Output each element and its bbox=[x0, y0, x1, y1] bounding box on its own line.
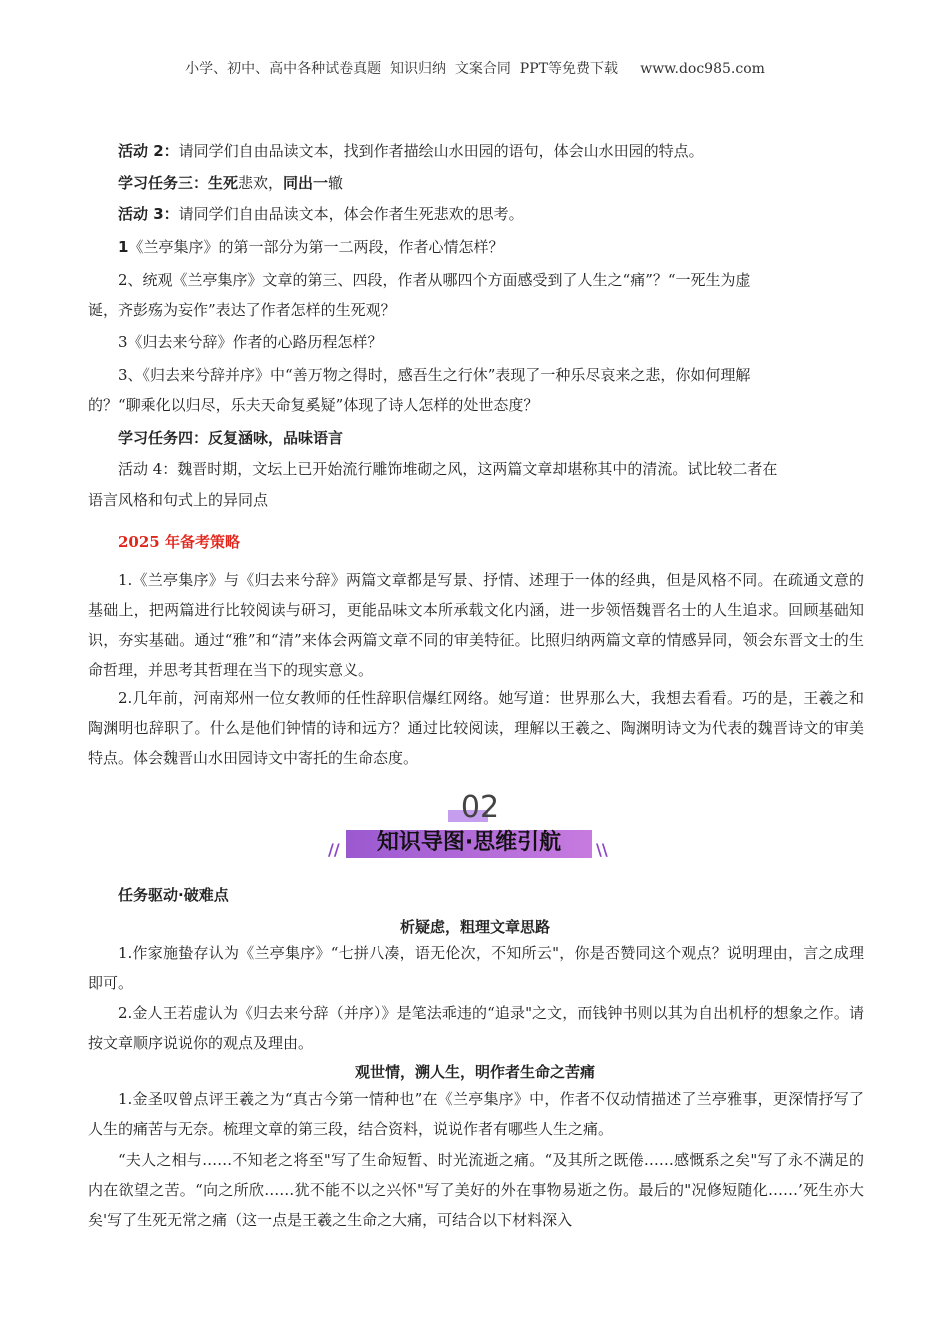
slash-decoration-right: \\ bbox=[596, 840, 608, 859]
activity-3: 活动 3：请同学们自由品读文本，体会作者生死悲欢的思考。 bbox=[118, 205, 524, 223]
subheading-1: 析疑虑，粗理文章思路 bbox=[399, 918, 550, 936]
activity-2-text: 请同学们自由品读文本，找到作者描绘山水田园的语句，体会山水田园的特点。 bbox=[178, 142, 704, 160]
activity-4-line-1: 活动 4：魏晋时期，文坛上已开始流行雕饰堆砌之风，这两篇文章却堪称其中的清流。试比较二者在 bbox=[118, 460, 778, 478]
section1-paragraph-2: 2.金人王若虚认为《归去来兮辞（并序）》是笔法乖违的“追录"之文，而钱钟书则以其为自出机杼的想象之作。请按文章顺序说说你的观点及理由。 bbox=[88, 1004, 864, 1052]
section-number: 02 bbox=[460, 790, 500, 825]
section2-paragraph-1: 1.金圣叹曾点评王羲之为“真古今第一情种也”在《兰亭集序》中，作者不仅动情描述了兰亭雅事，更深情抒写了人生的痛苦与无奈。梳理文章的第三段，结合资料，说说作者有哪些人生之痛。 bbox=[88, 1090, 864, 1138]
question-2-line-2: 诞，齐彭殇为妄作”表达了作者怎样的生死观？ bbox=[88, 301, 396, 319]
question-2-line-1: 2、统观《兰亭集序》文章的第三、四段，作者从哪四个方面感受到了人生之“痛”？“一死生为虚 bbox=[118, 271, 751, 289]
subheading-2: 观世情，溯人生，明作者生命之苦痛 bbox=[354, 1063, 595, 1081]
question-4-line-1: 3、《归去来兮辞并序》中“善万物之得时，感吾生之行休”表现了一种乐尽哀来之悲，你如何理解 bbox=[118, 366, 751, 384]
section-title: 知识导图·思维引航 bbox=[376, 830, 562, 855]
strategy-title: 2025 年备考策略 bbox=[118, 533, 240, 551]
task-3-heading: 学习任务三：生死悲欢，同出一辙 bbox=[118, 174, 344, 192]
question-1: 1《兰亭集序》的第一部分为第一二两段，作者心情怎样？ bbox=[118, 238, 504, 256]
activity-2 bbox=[88, 138, 864, 164]
task-drive-heading: 任务驱动·破难点 bbox=[118, 886, 229, 904]
slash-decoration-left: // bbox=[328, 840, 340, 859]
activity-2-label: 活动 2： bbox=[118, 142, 179, 160]
question-3: 3《归去来兮辞》作者的心路历程怎样？ bbox=[118, 333, 383, 351]
section2-paragraph-2: “夫人之相与……不知老之将至"写了生命短暂、时光流逝之痛。“及其所之既倦……感慨系之矣"写了永不满足的内在欲望之苦。“向之所欣……犹不能不以之兴怀"写了美好的外在事物易逝之伤。最后的"况修短随化……’死生亦大矣'写了生死无常之痛（这一点是王羲之生命之大痛，可结合以下材料深入 bbox=[88, 1151, 864, 1229]
strategy-paragraph-1: 1.《兰亭集序》与《归去来兮辞》两篇文章都是写景、抒情、述理于一体的经典，但是风格不同。在疏通文意的基础上，把两篇进行比较阅读与研习，更能品味文本所承载文化内涵，进一步领悟魏晋名士的人生追求。回顾基础知识，夯实基础。通过“雅”和“清”来体会两篇文章不同的审美特征。比照归纳两篇文章的情感异同，领会东晋文士的生命哲理，并思考其哲理在当下的现实意义。 bbox=[88, 571, 864, 679]
strategy-paragraph-2: 2.几年前，河南郑州一位女教师的任性辞职信爆红网络。她写道：世界那么大，我想去看看。巧的是，王羲之和陶渊明也辞职了。什么是他们钟情的诗和远方？通过比较阅读，理解以王羲之、陶渊明诗文为代表的魏晋诗文的审美特点。体会魏晋山水田园诗文中寄托的生命态度。 bbox=[88, 689, 864, 767]
page-header: 小学、初中、高中各种试卷真题 知识归纳 文案合同 PPT等免费下载 www.doc985.com bbox=[185, 61, 765, 77]
question-4-line-2: 的？“聊乘化以归尽，乐夫天命复奚疑”体现了诗人怎样的处世态度？ bbox=[88, 396, 539, 414]
section-banner bbox=[320, 790, 620, 865]
section1-paragraph-1: 1.作家施蛰存认为《兰亭集序》“七拼八凑，语无伦次，不知所云"，你是否赞同这个观点？说明理由，言之成理即可。 bbox=[88, 944, 864, 992]
task-4-heading: 学习任务四：反复涵咏，品味语言 bbox=[118, 429, 344, 447]
activity-4-line-2: 语言风格和句式上的异同点 bbox=[88, 491, 269, 509]
